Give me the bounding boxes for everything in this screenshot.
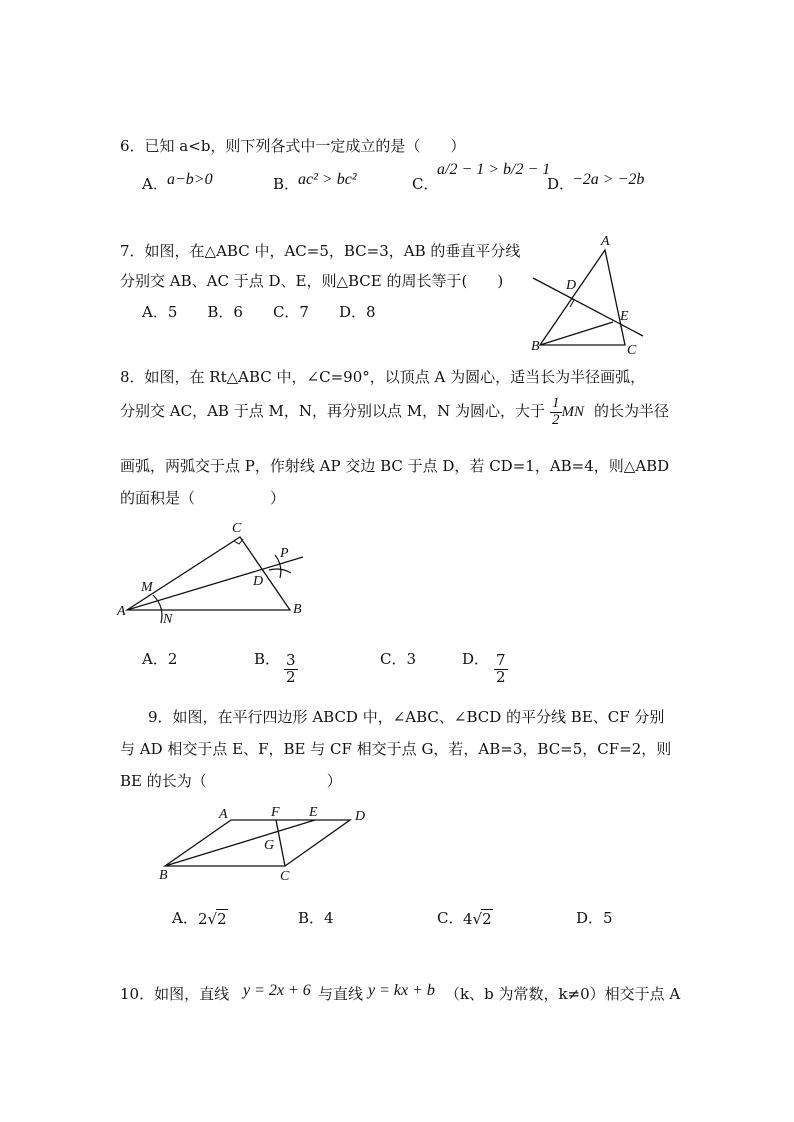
- label-b: B: [531, 339, 540, 354]
- q6-option-b-expr: ac² > bc²: [298, 171, 357, 188]
- triangle-abc: [127, 537, 290, 610]
- label-d: D: [253, 574, 264, 589]
- label-a: A: [219, 807, 228, 822]
- label-f: F: [271, 805, 280, 820]
- q9-line2: 与 AD 相交于点 E、F，BE 与 CF 相交于点 G，若，AB=3，BC=5，CF=2，则: [120, 740, 672, 758]
- segment-be: [540, 322, 613, 345]
- q6-option-d-expr: −2a > −2b: [572, 171, 645, 188]
- q6-option-a-label: A．: [142, 175, 168, 193]
- q10-eq1: y = 2x + 6: [243, 982, 311, 999]
- label-g: G: [264, 838, 275, 853]
- q8-line1: 8．如图，在 Rt△ABC 中，∠C=90°，以顶点 A 为圆心，适当长为半径画弧，: [120, 368, 646, 386]
- label-d: D: [355, 809, 366, 824]
- label-e: E: [309, 805, 318, 820]
- q9-line1: 9．如图，在平行四边形 ABCD 中，∠ABC、∠BCD 的平分线 BE、CF 分别: [148, 708, 665, 726]
- q8-option-a: A．2: [142, 650, 178, 668]
- q8-frac-num: 1: [552, 395, 560, 411]
- q10-eq2: y = kx + b: [368, 982, 435, 999]
- q8-option-d-frac: [494, 653, 508, 686]
- q8-optd-num: 7: [496, 651, 506, 669]
- q8-optd-den: 2: [496, 667, 506, 686]
- q10-line1a: 10．如图，直线: [120, 985, 230, 1003]
- arc-p-2: [269, 569, 291, 573]
- label-a: A: [117, 604, 126, 619]
- q9-parallelogram-figure: [155, 800, 375, 885]
- perpendicular-bisector: [533, 278, 643, 336]
- label-e: E: [620, 309, 629, 324]
- label-p: P: [280, 546, 289, 561]
- q9-opta-rad: 2: [217, 910, 227, 928]
- q7-line2: 分别交 AB、AC 于点 D、E，则△BCE 的周长等于( ): [120, 272, 504, 290]
- label-c: C: [627, 343, 637, 358]
- q9-option-a-label: A．: [172, 909, 198, 927]
- label-a: A: [601, 234, 610, 249]
- q6-option-c-expr: a/2 − 1 > b/2 − 1: [437, 161, 551, 178]
- label-d: D: [566, 278, 577, 293]
- label-b: B: [159, 868, 168, 883]
- q7-options: A．5 B．6 C．7 D．8: [142, 303, 376, 321]
- q6-option-c-label: C．: [412, 175, 439, 193]
- q10-mid: 与直线: [318, 985, 364, 1003]
- label-c: C: [280, 869, 290, 884]
- q8-frac-den: 2: [552, 411, 560, 428]
- q9-option-c-label: C．: [437, 909, 464, 927]
- q8-fraction-half-mn: [550, 396, 584, 429]
- q9-option-b: B．4: [298, 909, 334, 927]
- q8-line2a: 分别交 AC，AB 于点 M，N，再分别以点 M，N 为圆心，大于: [120, 402, 545, 420]
- q8-option-c: C．3: [380, 650, 417, 668]
- q7-line1: 7．如图，在△ABC 中，AC=5，BC=3，AB 的垂直平分线: [120, 242, 521, 260]
- parallelogram-abcd: [165, 820, 350, 866]
- ray-ap: [127, 557, 303, 610]
- q6-option-a-expr: a−b>0: [167, 171, 213, 188]
- q8-line2b: 的长为半径: [594, 402, 670, 420]
- q6-stem: 6．已知 a<b，则下列各式中一定成立的是（ ）: [120, 137, 466, 155]
- q8-optb-den: 2: [286, 667, 296, 686]
- q9-opta-coef: 2: [198, 910, 208, 928]
- label-b: B: [293, 602, 302, 617]
- q8-option-b-label: B．: [254, 650, 281, 668]
- q6-option-b-label: B．: [273, 175, 300, 193]
- q8-optb-num: 3: [286, 651, 296, 669]
- q8-line4: 的面积是（ ）: [120, 489, 286, 507]
- q9-optc-coef: 4: [463, 910, 473, 928]
- q9-line3: BE 的长为（ ）: [120, 772, 342, 790]
- q9-option-d: D．5: [576, 909, 613, 927]
- q9-option-c-expr: 4√2: [463, 910, 492, 928]
- q9-option-a-expr: 2√2: [198, 910, 227, 928]
- q8-frac-tail: MN: [561, 403, 584, 420]
- q7-triangle-figure: [525, 230, 655, 360]
- q8-option-b-frac: [284, 653, 298, 686]
- q9-optc-rad: 2: [482, 910, 492, 928]
- q10-line1b: （k、b 为常数，k≠0）相交于点 A: [445, 985, 681, 1003]
- label-n: N: [163, 612, 173, 627]
- label-m: M: [141, 580, 153, 595]
- q6-option-d-label: D．: [547, 175, 575, 193]
- segment-be: [165, 820, 315, 866]
- triangle-abc: [540, 250, 625, 345]
- label-c: C: [232, 521, 242, 536]
- q8-line3: 画弧，两弧交于点 P，作射线 AP 交边 BC 于点 D，若 CD=1，AB=4，则△ABD: [120, 457, 670, 475]
- q8-triangle-figure: [115, 515, 315, 630]
- q8-option-d-label: D．: [462, 650, 490, 668]
- segment-cf: [276, 820, 285, 866]
